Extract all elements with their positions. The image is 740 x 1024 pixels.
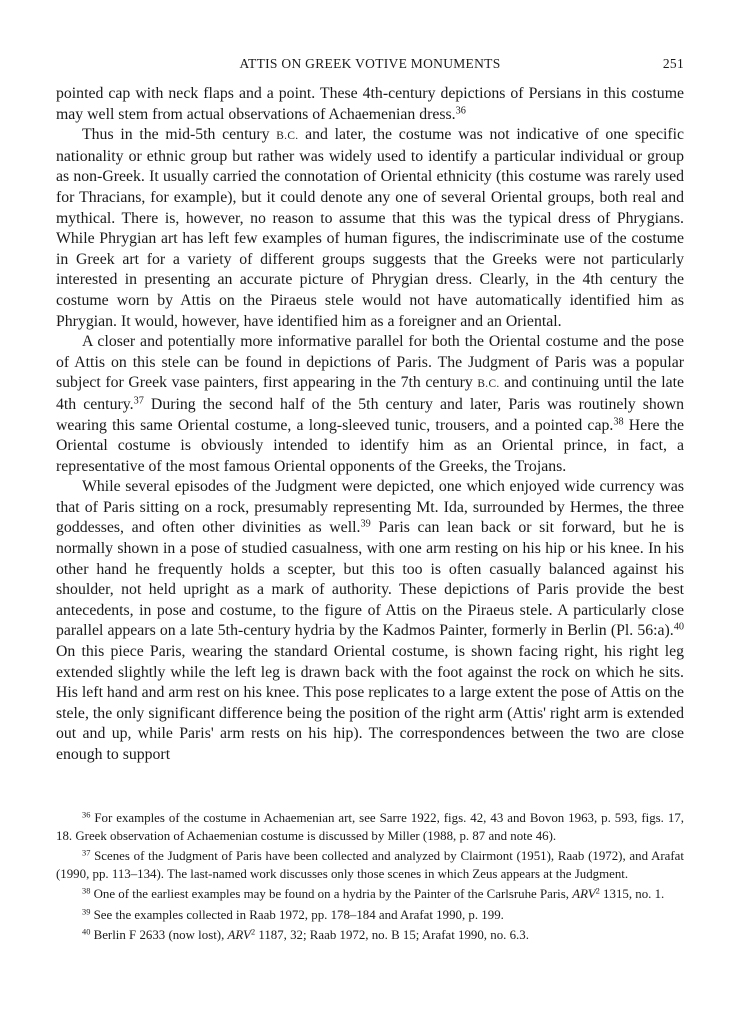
footnote-ref[interactable]: 37 (133, 395, 144, 407)
footnote-ref[interactable]: 38 (613, 415, 624, 427)
footnote-39: $^{39}$ See the examples collected in Raab 1972, pp. 178–184 and Arafat 1990, p. 199. (82, 906, 504, 922)
footnote-36: $^{36}$ For examples of the costume in Achaemenian art, see Sarre 1922, figs. 42, 43 and Bovon 1963, p. 593, figs. 17, 18. Greek observation of Achaemenian costume is discussed by Miller (1988, p. 87 and note 46). (56, 810, 684, 843)
footnote-number: 36 (82, 810, 91, 820)
paragraph-3: A closer and potentially more informative parallel for both the Oriental costume and the pose of Attis on this stele can be found in depictions of Paris. The Judgment of Paris was a popular subject for Greek vase painters, first appearing in the 7th century B.C. and continuing until the late 4th century.$^{37}$ During the second half of the 5th century and later, Paris was routinely shown wearing this same Oriental costume, a long-sleeved tunic, trousers, and a pointed cap.$^{38}$ Here the Oriental costume is obviously intended to identify him as an Oriental prince, in fact, a representative of the most famous Oriental opponents of the Greeks, the Trojans. (56, 333, 684, 475)
footnotes (56, 810, 684, 948)
era-abbreviation: B.C. (477, 378, 500, 391)
footnote-38: $^{38}$ One of the earliest examples may be found on a hydria by the Painter of the Carlsruhe Paris, ARV$^2$ 1315, no. 1. (82, 886, 665, 901)
arv-abbreviation: ARV (572, 887, 596, 901)
paragraph-4: While several episodes of the Judgment were depicted, one which enjoyed wide currency was that of Paris sitting on a rock, presumably representing Mt. Ida, surrounded by Hermes, the three goddesses, and often other divinities as well.$^{39}$ Paris can lean back or sit forward, but he is normally shown in a pose of studied casualness, with one arm resting on his hip or his knee. In his other hand he frequently holds a scepter, but this too is often casually balanced against his shoulder, not held upright as a mark of authority. These depictions of Paris provide the best antecedents, in pose and costume, to the figure of Attis on the Piraeus stele. A particularly close parallel appears on a late 5th-century hydria by the Kadmos Painter, formerly in Berlin (Pl. 56:a).$^{40}$ On this piece Paris, wearing the standard Oriental costume, is shown facing right, his right leg extended slightly while the left leg is drawn back with the foot against the rock on which he sits. His left hand and arm rest on his knee. This pose replicates to a large extent the pose of Attis on the stele, the only significant difference being the position of the right arm (Attis' right arm is extended out and up, while Paris' arm rests on his hip). The correspondences between the two are close enough to support (56, 478, 684, 763)
footnote-number: 40 (82, 927, 91, 937)
footnote-number: 37 (82, 848, 91, 858)
footnote-ref[interactable]: 36 (455, 104, 466, 116)
running-title: ATTIS ON GREEK VOTIVE MONUMENTS (239, 56, 501, 71)
paragraph-2: Thus in the mid-5th century B.C. and later, the costume was not indicative of one specific nationality or ethnic group but rather was widely used to identify a particular individual or group as non-Greek. It usually carried the connotation of Oriental ethnicity (this costume was rarely used for Thracians, for example), but it could denote any one of several Oriental groups, both real and mythical. There is, however, no reason to assume that this was the typical dress of Phrygians. While Phrygian art has left few examples of human figures, the indiscriminate use of the costume in Greek art for a variety of different groups suggests that the Greeks were not particularly interested in presenting an accurate picture of Phrygian dress. Clearly, in the 4th century the costume worn by Attis on the Piraeus stele would not have automatically identified him as Phrygian. It would, however, have identified him as a foreigner and an Oriental. (56, 126, 685, 330)
main-text (56, 84, 684, 766)
arv-abbreviation: ARV (227, 928, 251, 942)
footnote-37: $^{37}$ Scenes of the Judgment of Paris have been collected and analyzed by Clairmont (1951), Raab (1972), and Arafat (1990, pp. 113–134). The last-named work discusses only those scenes in which Zeus appears at the Judgment. (56, 848, 684, 881)
running-header (56, 56, 684, 76)
footnote-number: 38 (82, 886, 91, 896)
era-abbreviation: B.C. (276, 130, 299, 143)
footnote-ref[interactable]: 40 (673, 621, 684, 633)
paragraph-1: pointed cap with neck flaps and a point. These 4th-century depictions of Persians in this costume may well stem from actual observations of Achaemenian dress.$^{36}$ (56, 85, 684, 123)
page-number: 251 (662, 56, 684, 71)
footnote-40: $^{40}$ Berlin F 2633 (now lost), ARV$^2$ 1187, 32; Raab 1972, no. B 15; Arafat 1990, no. 6.3. (82, 927, 529, 942)
footnote-number: 39 (82, 906, 91, 916)
footnote-ref[interactable]: 39 (360, 518, 371, 530)
